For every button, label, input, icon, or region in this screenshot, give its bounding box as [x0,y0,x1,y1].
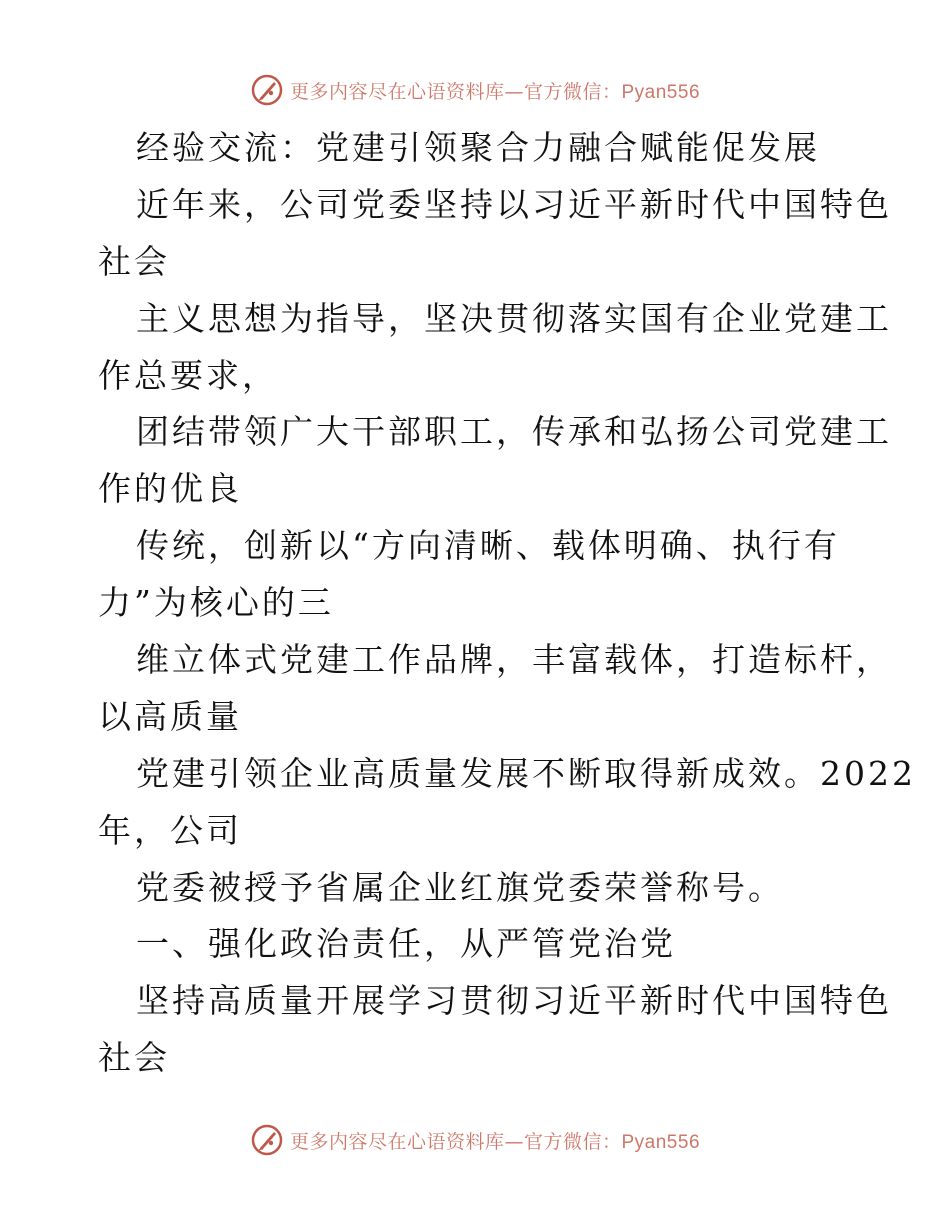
text-line: 年，公司 [98,810,242,850]
text-line: 党建引领企业高质量发展不断取得新成效。2022 [136,753,916,793]
text-line: 传统，创新以“方向清晰、载体明确、执行有 [136,526,840,566]
document-title: 经验交流：党建引领聚合力融合赋能促发展 [136,128,820,167]
text-line: 近年来，公司党委坚持以习近平新时代中国特色 [136,184,892,224]
watermark-text: 更多内容尽在心语资料库—官方微信：Pyan556 [289,1130,701,1153]
text-line: 坚持高质量开展学习贯彻习近平新时代中国特色 [136,981,892,1021]
header-watermark [0,70,950,110]
footer-watermark [0,1120,950,1160]
text-line: 作的优良 [98,469,242,509]
section-heading: 一、强化政治责任，从严管党治党 [136,924,676,964]
text-line: 作总要求， [98,355,278,395]
text-line: 维立体式党建工作品牌，丰富载体，打造标杆， [136,640,892,680]
text-line: 社会 [98,1038,170,1078]
quill-logo-icon [250,1123,284,1157]
text-line: 团结带领广大干部职工，传承和弘扬公司党建工 [136,412,892,452]
watermark-handle: Pyan556 [621,81,701,103]
text-line: 以高质量 [98,696,242,736]
text-line: 党委被授予省属企业红旗党委荣誉称号。 [136,867,784,907]
text-line: 社会 [98,241,170,281]
text-line: 主义思想为指导，坚决贯彻落实国有企业党建工 [136,298,892,338]
text-line: 力”为核心的三 [98,583,334,623]
watermark-handle: Pyan556 [621,1131,701,1153]
quill-logo-icon [250,73,284,107]
watermark-text: 更多内容尽在心语资料库—官方微信：Pyan556 [289,80,701,103]
document-body [98,120,916,1087]
